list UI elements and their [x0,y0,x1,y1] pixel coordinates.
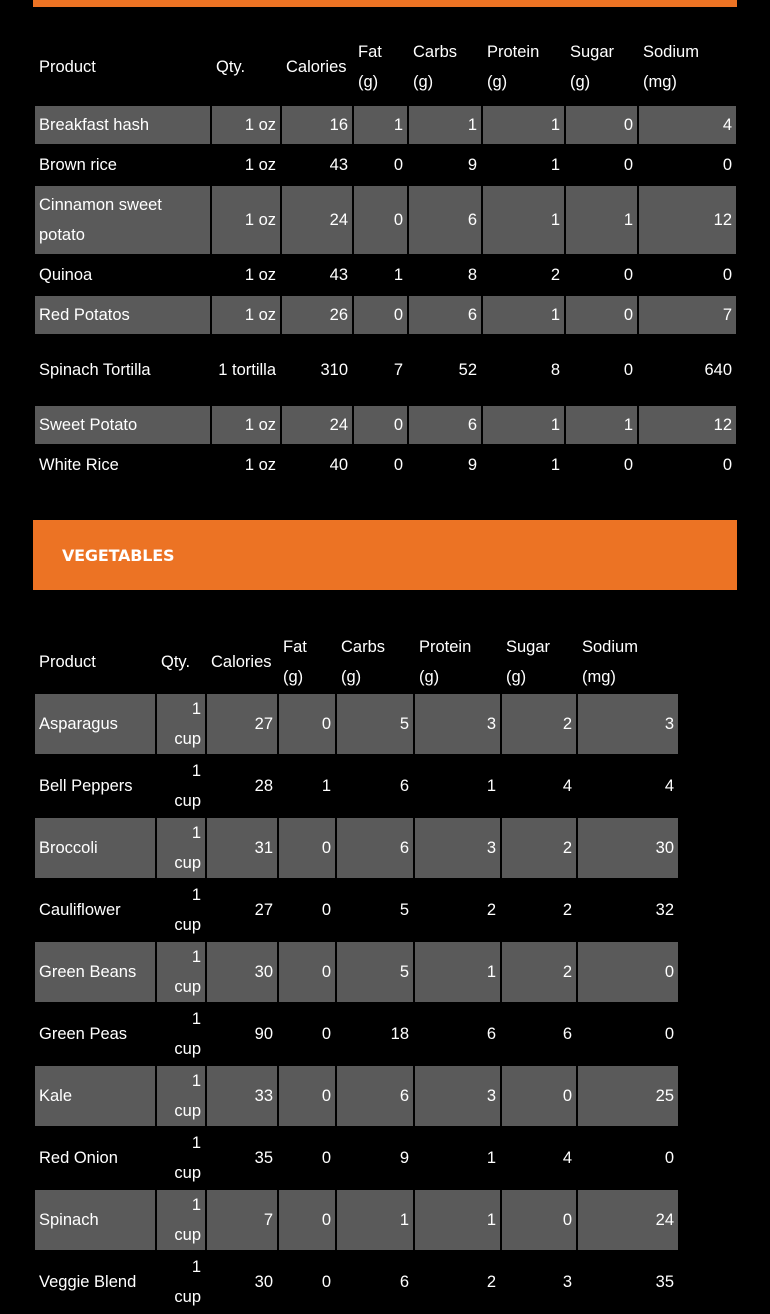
table-row [35,296,736,334]
value-cell: 0 [623,156,633,174]
value-cell: 2 [550,266,560,284]
table-header-row [35,30,736,104]
value-cell: 0 [566,296,637,334]
table-row [35,106,736,144]
value-cell: 0 [578,942,678,1002]
value-cell: 6 [337,1066,413,1126]
value-cell: 52 [458,361,477,379]
table-header-row [35,632,678,692]
product-name-cell: Asparagus [35,694,155,754]
value-cell: 1 cup [157,694,205,754]
product-name-cell: Red Onion [39,1149,118,1167]
value-cell: 3 [562,1273,572,1291]
value-cell: 9 [467,156,477,174]
starches-nutrition-table [33,28,738,486]
column-header: Protein (g) [487,43,540,91]
column-header: Sugar (g) [570,43,615,91]
table-row [35,256,736,294]
value-cell: 25 [578,1066,678,1126]
value-cell: 2 [486,1273,496,1291]
value-cell: 31 [207,818,277,878]
value-cell: 1 [566,406,637,444]
value-cell: 0 [279,1190,335,1250]
value-cell: 27 [207,694,277,754]
value-cell: 6 [399,1273,409,1291]
value-cell: 5 [399,901,409,919]
value-cell: 6 [337,818,413,878]
value-cell: 3 [578,694,678,754]
value-cell: 24 [282,186,352,254]
value-cell: 0 [354,186,407,254]
value-cell: 1 [321,777,331,795]
column-header: Fat (g) [358,43,382,91]
column-header: Protein (g) [419,638,472,686]
vegetables-nutrition-table [33,630,680,1314]
table-row [35,756,678,816]
value-cell: 3 [415,694,500,754]
value-cell: 1 [337,1190,413,1250]
column-header: Sodium (mg) [643,43,699,91]
value-cell: 16 [282,106,352,144]
value-cell: 1 [415,942,500,1002]
product-name-cell: Broccoli [35,818,155,878]
value-cell: 8 [550,361,560,379]
product-name-cell: White Rice [39,456,119,474]
value-cell: 1 cup [174,1134,201,1182]
value-cell: 1 oz [212,406,280,444]
value-cell: 1 [550,456,560,474]
value-cell: 27 [254,901,273,919]
product-name-cell: Kale [35,1066,155,1126]
value-cell: 6 [409,406,481,444]
value-cell: 7 [639,296,736,334]
product-name-cell: Sweet Potato [35,406,210,444]
value-cell: 33 [207,1066,277,1126]
table-row [35,1128,678,1188]
value-cell: 43 [329,266,348,284]
column-header: Qty. [216,58,246,76]
value-cell: 0 [354,296,407,334]
value-cell: 0 [722,156,732,174]
value-cell: 1 [566,186,637,254]
value-cell: 32 [655,901,674,919]
table-row [35,1004,678,1064]
table-body [35,694,678,1312]
value-cell: 1 oz [212,186,280,254]
value-cell: 28 [254,777,273,795]
value-cell: 2 [562,901,572,919]
value-cell: 12 [639,186,736,254]
value-cell: 1 cup [174,762,201,810]
value-cell: 6 [409,186,481,254]
value-cell: 8 [467,266,477,284]
value-cell: 1 cup [157,1190,205,1250]
value-cell: 1 cup [174,886,201,934]
value-cell: 1 [409,106,481,144]
table-row [35,694,678,754]
column-header: Fat (g) [283,638,307,686]
value-cell: 0 [321,901,331,919]
value-cell: 6 [409,296,481,334]
value-cell: 12 [639,406,736,444]
column-header: Sugar (g) [506,638,551,686]
table-row [35,880,678,940]
value-cell: 1 cup [157,942,205,1002]
value-cell: 7 [207,1190,277,1250]
table-row [35,942,678,1002]
value-cell: 1 [550,156,560,174]
column-header: Carbs (g) [413,43,458,91]
value-cell: 30 [578,818,678,878]
value-cell: 1 [486,1149,496,1167]
value-cell: 0 [623,456,633,474]
value-cell: 2 [502,942,576,1002]
value-cell: 1 oz [244,456,276,474]
value-cell: 0 [623,266,633,284]
product-name-cell: Green Beans [35,942,155,1002]
value-cell: 0 [502,1066,576,1126]
value-cell: 9 [467,456,477,474]
value-cell: 0 [354,406,407,444]
value-cell: 0 [279,818,335,878]
value-cell: 1 [415,1190,500,1250]
value-cell: 0 [321,1025,331,1043]
value-cell: 9 [399,1149,409,1167]
value-cell: 7 [393,361,403,379]
product-name-cell: Cauliflower [39,901,121,919]
value-cell: 40 [329,456,348,474]
table-row [35,1252,678,1312]
value-cell: 1 cup [174,1010,201,1058]
value-cell: 1 [486,777,496,795]
column-header: Carbs (g) [341,638,386,686]
value-cell: 90 [254,1025,273,1043]
table-row [35,186,736,254]
table-row [35,1190,678,1250]
column-header: Calories [286,58,347,76]
value-cell: 0 [321,1149,331,1167]
value-cell: 4 [562,777,572,795]
value-cell: 0 [393,156,403,174]
value-cell: 18 [390,1025,409,1043]
value-cell: 6 [399,777,409,795]
value-cell: 1 oz [244,266,276,284]
value-cell: 0 [279,694,335,754]
value-cell: 1 oz [212,296,280,334]
product-name-cell: Bell Peppers [39,777,133,795]
value-cell: 0 [566,106,637,144]
table-row [35,406,736,444]
value-cell: 0 [279,942,335,1002]
product-name-cell: Green Peas [39,1025,128,1043]
value-cell: 3 [415,1066,500,1126]
value-cell: 0 [502,1190,576,1250]
value-cell: 0 [664,1025,674,1043]
product-name-cell: Veggie Blend [39,1273,137,1291]
section-header-bar-top [33,0,737,7]
value-cell: 0 [393,456,403,474]
table-row [35,336,736,404]
value-cell: 640 [704,361,732,379]
value-cell: 24 [282,406,352,444]
value-cell: 1 oz [212,106,280,144]
product-name-cell: Spinach [35,1190,155,1250]
value-cell: 1 cup [157,1066,205,1126]
product-name-cell: Spinach Tortilla [39,361,151,379]
value-cell: 30 [207,942,277,1002]
value-cell: 5 [337,694,413,754]
value-cell: 1 [483,296,564,334]
value-cell: 3 [415,818,500,878]
column-header: Product [39,58,96,76]
value-cell: 2 [486,901,496,919]
value-cell: 6 [486,1025,496,1043]
column-header: Product [39,653,96,671]
value-cell: 5 [337,942,413,1002]
product-name-cell: Cinnamon sweet potato [35,186,210,254]
value-cell: 0 [321,1273,331,1291]
product-name-cell: Breakfast hash [35,106,210,144]
table-row [35,1066,678,1126]
value-cell: 1 [354,106,407,144]
table-row [35,818,678,878]
product-name-cell: Red Potatos [35,296,210,334]
value-cell: 35 [254,1149,273,1167]
value-cell: 0 [664,1149,674,1167]
value-cell: 1 cup [157,818,205,878]
value-cell: 1 oz [244,156,276,174]
value-cell: 310 [320,361,348,379]
value-cell: 1 [483,186,564,254]
section-header-vegetables [33,520,737,590]
value-cell: 24 [578,1190,678,1250]
value-cell: 4 [639,106,736,144]
product-name-cell: Brown rice [39,156,117,174]
value-cell: 1 [483,106,564,144]
value-cell: 6 [562,1025,572,1043]
value-cell: 2 [502,818,576,878]
value-cell: 0 [722,456,732,474]
column-header: Qty. [161,653,191,671]
value-cell: 2 [502,694,576,754]
value-cell: 0 [722,266,732,284]
value-cell: 0 [279,1066,335,1126]
value-cell: 0 [623,361,633,379]
value-cell: 1 tortilla [218,361,276,379]
section-title: VEGETABLES [62,545,175,565]
table-row [35,446,736,484]
table-body [35,106,736,484]
value-cell: 43 [329,156,348,174]
value-cell: 1 cup [174,1258,201,1306]
value-cell: 26 [282,296,352,334]
column-header: Sodium (mg) [582,638,638,686]
column-header: Calories [211,653,272,671]
value-cell: 30 [254,1273,273,1291]
value-cell: 35 [655,1273,674,1291]
table-row [35,146,736,184]
value-cell: 1 [483,406,564,444]
value-cell: 4 [562,1149,572,1167]
product-name-cell: Quinoa [39,266,93,284]
value-cell: 4 [664,777,674,795]
value-cell: 1 [393,266,403,284]
